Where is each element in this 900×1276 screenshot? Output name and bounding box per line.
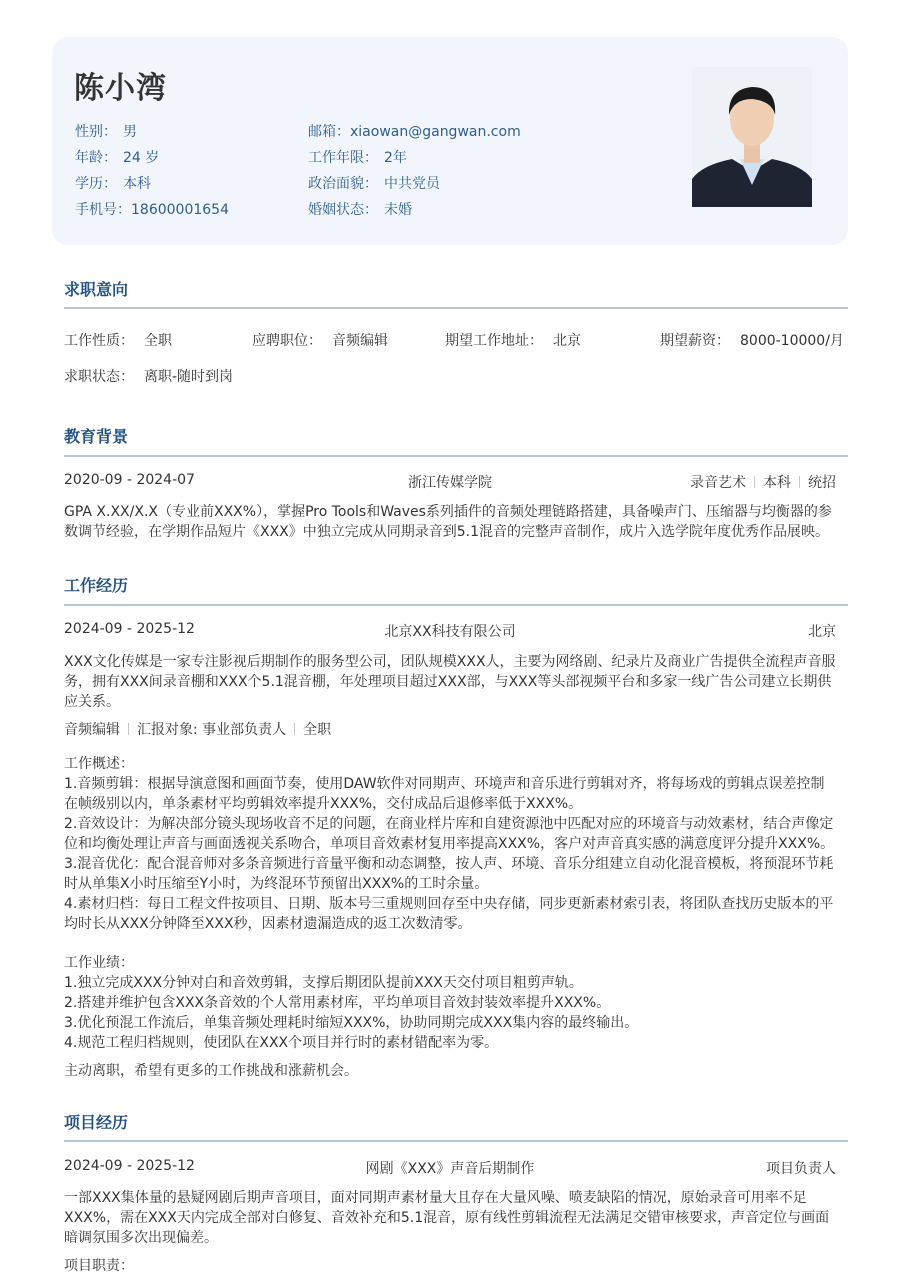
work-overview: 工作概述： 1.音频剪辑：根据导演意图和画面节奏，使用DAW软件对同期声、环境声和音乐进行剪辑对齐，将每场戏的剪辑点误差控制 在帧级别以内，单条素材平均剪辑效率提升XXX%，交付成品后退修率低于XXX%。 2.音效设计：为解决部分镜头现场收音不足的问题，在商业样片库和自建资源池中匹配对应的环境音与动效素材，结合声像定 位和均衡处理让声音与画面透视关系吻合，单项目音效素材复用率提高XXX%，客户对声音真实感的满意度评分提升XXX%。 3.混音优化：配合混音师对多条音频进行音量平衡和动态调整，按人声、环境、音乐分组建立自动化混音模板，将预混环节耗 时从单集X小时压缩至Y小时，为终混环节预留出XXX%的工时余量。 4.素材归档：每日工程文件按项目、日期、版本号三重规则回存至中央存储，同步更新素材索引表，将团队查找历史版本的平 均时长从XXX分钟降至XXX秒，因素材遗漏造成的返工次数清零。 xyxy=(64,756,835,932)
education-description: GPA X.XX/X.X（专业前XXX%），掌握Pro Tools和Waves系列插件的音频处理链路搭建，具备噪声门、压缩器与均衡器的参 数调节经验，在学期作品短片《XXX》中独立完成从同期录音到5.1混音的完整声音制作，成片入选学院年度优秀作品展映。 xyxy=(64,504,832,540)
candidate-name: 陈小湾 xyxy=(74,71,167,106)
section-title-intent: 求职意向 xyxy=(64,280,129,299)
work-city: 北京 xyxy=(808,624,836,640)
field-education: 学历： 本科 xyxy=(75,176,151,192)
project-name: 网剧《XXX》声音后期制作 xyxy=(365,1161,535,1177)
section-divider xyxy=(64,1140,848,1142)
field-gender: 性别： 男 xyxy=(75,124,137,140)
work-leave-reason: 主动离职，希望有更多的工作挑战和涨薪机会。 xyxy=(64,1063,358,1079)
intent-location: 期望工作地址： 北京 xyxy=(445,333,581,349)
work-company-intro: XXX文化传媒是一家专注影视后期制作的服务型公司，团队规模XXX人，主要为网络剧、纪录片及商业广告提供全流程声音服 务，拥有XXX间录音棚和XXX个5.1混音棚，年处理项目超过XXX部，与XXX等头部视频平台和多家一线广告公司建立长期供 应关系。 xyxy=(64,654,836,710)
field-email: 邮箱：xiaowan@gangwan.com xyxy=(308,124,521,140)
project-description: 一部XXX集体量的悬疑网剧后期声音项目，面对同期声素材量大且存在大量风噪、喷麦缺陷的情况，原始录音可用率不足 XXX%，需在XXX天内完成全部对白修复、音效补充和5.1混音，原有线性剪辑流程无法满足交错审核要求，声音定位与画面 暗调氛围多次出现偏差。 xyxy=(64,1190,830,1246)
intent-status: 求职状态： 离职-随时到岗 xyxy=(64,369,234,385)
profile-card xyxy=(52,37,848,245)
education-school: 浙江传媒学院 xyxy=(408,475,492,491)
education-tags: 录音艺术 本科 统招 xyxy=(690,475,836,491)
work-company: 北京XX科技有限公司 xyxy=(384,624,516,640)
field-years: 工作年限： 2年 xyxy=(308,150,407,166)
field-phone: 手机号：18600001654 xyxy=(75,202,229,218)
project-period: 2024-09 - 2025-12 xyxy=(64,1158,195,1174)
work-achievements: 工作业绩： 1.独立完成XXX分钟对白和音效剪辑，支撑后期团队提前XXX天交付项目粗剪声轨。 2.搭建并维护包含XXX条音效的个人常用素材库，平均单项目音效封装效率提升XXX%。 3.优化预混工作流后，单集音频处理耗时缩短XXX%，协助同期完成XXX集内容的最终输出。 4.规范工程归档规则，使团队在XXX个项目并行时的素材错配率为零。 xyxy=(64,955,639,1051)
intent-type: 工作性质： 全职 xyxy=(64,333,172,349)
section-divider xyxy=(64,604,848,606)
section-title-work: 工作经历 xyxy=(64,576,129,595)
intent-salary: 期望薪资： 8000-10000/月 xyxy=(660,333,844,349)
project-duty-label: 项目职责： xyxy=(64,1258,134,1274)
education-period: 2020-09 - 2024-07 xyxy=(64,472,195,488)
field-political: 政治面貌： 中共党员 xyxy=(308,176,440,192)
field-marital: 婚姻状态： 未婚 xyxy=(308,202,412,218)
project-role: 项目负责人 xyxy=(766,1161,836,1177)
work-tags: 音频编辑 汇报对象: 事业部负责人 全职 xyxy=(64,722,332,738)
section-title-project: 项目经历 xyxy=(64,1113,129,1132)
intent-position: 应聘职位： 音频编辑 xyxy=(252,333,388,349)
profile-photo xyxy=(692,67,812,207)
section-divider xyxy=(64,455,848,457)
field-age: 年龄： 24 岁 xyxy=(75,150,160,166)
section-divider xyxy=(64,307,848,309)
section-title-education: 教育背景 xyxy=(64,427,129,446)
work-period: 2024-09 - 2025-12 xyxy=(64,621,195,637)
